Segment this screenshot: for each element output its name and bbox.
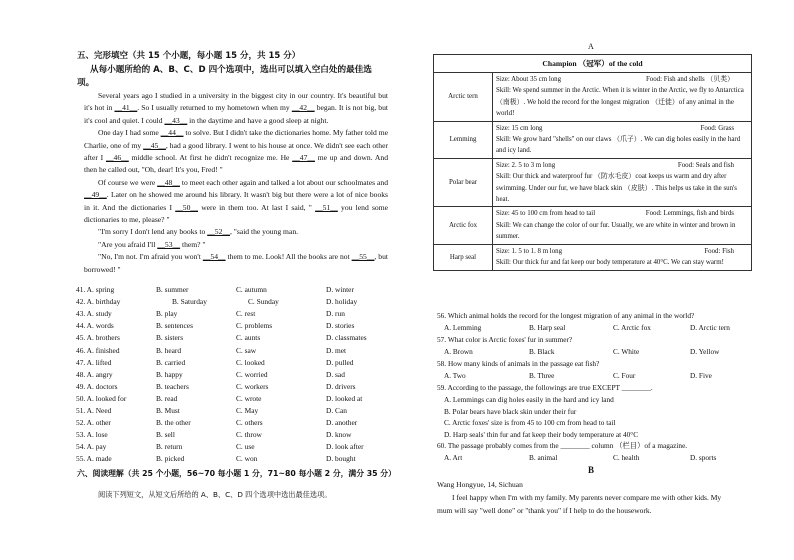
option-choice[interactable]: 43. A. study — [76, 309, 112, 319]
cloze-text: . Later on he showed me around his library. It wasn't big but there were a lot of nice books in it. And the dictionaries I — [84, 190, 388, 212]
animal-name: Arctic tern — [434, 73, 493, 122]
question-option[interactable]: D. Arctic tern — [690, 323, 730, 332]
cloze-paragraph — [84, 127, 388, 177]
table-row — [434, 73, 752, 122]
question-stem: 57. What color is Arctic foxes' fur in summer? — [437, 335, 573, 344]
option-choice[interactable]: D. looked at — [326, 393, 363, 403]
animal-food: Food: Fish — [704, 247, 734, 255]
animal-food: Food: Grass — [700, 124, 734, 132]
option-choice[interactable]: D. look after — [326, 442, 364, 452]
question-option[interactable]: B. animal — [529, 453, 558, 462]
table-title: Champion （冠军）of the cold — [434, 55, 752, 73]
animal-skill: Skill: Our thick and waterproof fur （防水毛皮）coat keeps us warm and dry after swimming. Under our fur, we have black skin （皮肤）. This helps us take in the sun's heat. — [496, 173, 737, 204]
cloze-text: "I'm sorry I don't lend any books to — [98, 227, 208, 237]
animal-info — [493, 158, 752, 207]
option-choice[interactable]: B. sisters — [156, 333, 184, 343]
section5-title: 五、完形填空（共 15 个小题，每小题 15 分，共 15 分） — [77, 51, 301, 61]
cloze-blank: __44__ — [160, 128, 184, 138]
question-stem: 59. According to the passage, the followings are true EXCEPT ________. — [437, 383, 653, 392]
cloze-text: Of course we were — [98, 177, 158, 187]
question-option[interactable]: C. Four — [613, 371, 636, 380]
animal-name: Arctic fox — [434, 207, 493, 244]
cloze-blank: __49__ — [84, 190, 107, 200]
option-choice[interactable]: B. happy — [156, 369, 183, 379]
option-choice[interactable]: B. summer — [156, 285, 189, 294]
option-row — [76, 454, 396, 466]
animal-food: Food: Seals and fish — [677, 161, 734, 169]
question-option[interactable]: A. Lemming — [444, 323, 482, 332]
cloze-text: "Are you afraid I'll — [98, 239, 158, 249]
question-option[interactable]: C. White — [613, 347, 640, 356]
cloze-paragraph — [84, 226, 388, 238]
section6-instruction: 阅读下列短文，从短文后所给的 A、B、C、D 四个选项中选出最佳选项。 — [98, 490, 332, 499]
question-option[interactable]: A. Two — [444, 371, 466, 380]
option-choice[interactable]: C. autumn — [236, 285, 267, 294]
cloze-blank: __42__ — [291, 103, 315, 113]
animal-info — [493, 207, 752, 244]
question-option[interactable]: A. Brown — [444, 347, 473, 356]
option-row — [76, 418, 396, 430]
table-row — [434, 158, 752, 207]
cloze-text: them? " — [180, 239, 206, 249]
animal-info — [493, 73, 752, 122]
option-choice[interactable]: B. read — [156, 393, 178, 403]
option-choice[interactable]: D. drivers — [326, 381, 356, 391]
option-choice[interactable]: D. run — [326, 309, 345, 319]
option-choice[interactable]: 54. A. pay — [76, 442, 107, 452]
question-option[interactable]: C. Arctic fox — [613, 323, 651, 332]
section6-title: 六、阅读理解（共 25 个小题，56~70 每小题 1 分，71~80 每小题 2 分，满分 35 分） — [77, 469, 396, 478]
option-choice[interactable]: D. met — [326, 345, 347, 355]
option-choice[interactable]: D. pulled — [326, 357, 354, 367]
option-row — [76, 430, 396, 442]
table-row — [434, 244, 752, 270]
cloze-blank: __55__ — [351, 252, 375, 262]
cloze-text: . So I usually returned to my hometown when my — [137, 103, 292, 113]
option-choice[interactable]: B. sell — [156, 430, 175, 440]
animal-info — [493, 121, 752, 158]
option-choice[interactable]: C. throw — [236, 430, 262, 440]
passage-a-label: A — [588, 42, 594, 51]
option-choice[interactable]: D. bought — [326, 454, 356, 464]
option-choice[interactable]: B. Saturday — [172, 297, 207, 307]
question-stem: 60. The passage probably comes from the ________ column （栏目）of a magazine. — [437, 441, 688, 450]
question-option[interactable]: D. sports — [690, 453, 717, 462]
option-choice[interactable]: B. the other — [156, 418, 191, 428]
option-choice[interactable]: C. worried — [236, 369, 268, 379]
cloze-text: Several years ago I studied in a university in the biggest city in our country. It's beautiful but it's hot in — [84, 91, 388, 113]
section5-instruction — [77, 64, 390, 90]
option-choice[interactable]: C. use — [236, 442, 255, 452]
question-option[interactable]: D. Five — [690, 371, 712, 380]
cloze-text: , had a good library. I went to his house at once. We didn't see each other after I — [84, 140, 388, 163]
animal-skill: Skill: Our thick fur and fat keep our body temperature at 40°C. We can stay warm! — [496, 259, 724, 267]
option-choice[interactable]: 46. A. finished — [76, 345, 120, 355]
option-choice[interactable]: C. saw — [236, 345, 257, 355]
animal-name: Harp seal — [434, 244, 493, 270]
option-row — [76, 321, 396, 333]
passage-b-line1: I feel happy when I'm with my family. My parents never compare me with other kids. My — [452, 493, 722, 502]
option-choice[interactable]: B. teachers — [156, 381, 189, 391]
option-choice[interactable]: D. classmates — [326, 333, 367, 343]
option-choice[interactable]: 52. A. other — [76, 418, 111, 428]
option-choice[interactable]: 48. A. angry — [76, 369, 113, 379]
animal-size: Size: 15 cm long — [496, 124, 543, 132]
option-choice[interactable]: C. Sunday — [248, 297, 279, 307]
passage-b-line2: mum will say "well done" or "thank you" if I help to do the housework. — [437, 506, 652, 515]
option-choice[interactable]: B. return — [156, 442, 183, 452]
animal-food: Food: Lemmings, fish and birds — [645, 210, 734, 218]
option-choice[interactable]: C. won — [236, 454, 258, 464]
question-option[interactable]: B. Polar bears have black skin under their fur — [444, 406, 577, 416]
option-row — [76, 309, 396, 321]
cloze-text: , "said the young man. — [229, 227, 299, 237]
cloze-blank: __46__ — [105, 153, 129, 163]
question-option[interactable]: D. Harp seals' thin fur and fat keep their body temperature at 40°C — [444, 430, 639, 440]
option-choice[interactable]: 51. A. Need — [76, 406, 112, 415]
option-choice[interactable]: D. stories — [326, 321, 355, 331]
cloze-passage — [84, 90, 388, 276]
cloze-text: to meet each other again and talked a lot about our schoolmates and — [179, 177, 388, 187]
cloze-text: them to me. Look! All the books are not — [225, 252, 352, 262]
question-option[interactable]: A. Lemmings can dig holes easily in the hard and icy land — [444, 395, 614, 404]
cloze-blank: __45__ — [143, 140, 166, 150]
cloze-blank: __50__ — [175, 202, 198, 212]
cloze-paragraph — [84, 177, 388, 227]
cloze-blank: __54__ — [202, 252, 226, 262]
option-choice[interactable]: C. workers — [236, 381, 269, 391]
cloze-blank: __43__ — [164, 115, 188, 125]
option-choice[interactable]: 53. A. lose — [76, 430, 108, 440]
question-stem: 56. Which animal holds the record for the longest migration of any animal in the world? — [437, 311, 695, 320]
option-choice[interactable]: B. play — [156, 309, 178, 319]
cloze-text: One day I had some — [98, 128, 161, 138]
option-choice[interactable]: B. Must — [156, 406, 180, 415]
animal-name: Polar bear — [434, 158, 493, 207]
option-choice[interactable]: B. carried — [156, 357, 186, 367]
animal-food: Food: Fish and shells （贝类） — [645, 76, 734, 83]
champion-table — [433, 54, 752, 271]
cloze-text: "No, I'm not. I'm afraid you won't — [98, 252, 203, 262]
option-choice[interactable]: C. looked — [236, 357, 265, 367]
option-choice[interactable]: B. picked — [156, 454, 185, 464]
animal-skill: Skill: We can change the color of our fur. Usually, we are white in winter and brown in summer. — [496, 221, 736, 241]
question-stem: 58. How many kinds of animals in the passage eat fish? — [437, 359, 600, 368]
option-choice[interactable]: C. rest — [236, 309, 256, 319]
option-row — [76, 285, 396, 297]
option-choice[interactable]: D. another — [326, 418, 358, 428]
animal-name: Lemming — [434, 121, 493, 158]
cloze-text: in the daytime and have a good sleep at night. — [187, 115, 329, 125]
question-option[interactable]: D. Yellow — [690, 347, 720, 356]
cloze-paragraph — [84, 90, 388, 127]
option-choice[interactable]: 50. A. looked for — [76, 393, 127, 403]
option-choice[interactable]: 49. A. doctors — [76, 381, 118, 391]
animal-info — [493, 244, 752, 270]
cloze-blank: __51__ — [315, 202, 338, 212]
option-choice[interactable]: C. May — [236, 406, 259, 415]
table-row — [434, 121, 752, 158]
cloze-text: began. It is not big, but it's cool and quiet. I could — [84, 103, 388, 125]
cloze-blank: __52__ — [207, 227, 230, 237]
cloze-text: were in them too. At last I said, " — [197, 202, 316, 212]
option-choice[interactable]: C. wrote — [236, 393, 262, 403]
option-choice[interactable]: D. know — [326, 430, 352, 440]
option-choice[interactable]: C. problems — [236, 321, 273, 331]
passage-b-author: Wang Hongyue, 14, Sichuan — [437, 480, 523, 489]
option-row — [76, 370, 396, 382]
option-choice[interactable]: D. sad — [326, 369, 345, 379]
option-choice[interactable]: D. holiday — [326, 297, 358, 307]
cloze-blank: __47__ — [292, 153, 315, 163]
question-option[interactable]: C. health — [613, 453, 640, 462]
option-row — [76, 382, 396, 394]
cloze-text: middle school. At first he didn't recognize me. He — [128, 153, 293, 163]
option-choice[interactable]: B. sentences — [156, 321, 193, 331]
question-option[interactable]: A. Art — [444, 453, 463, 462]
option-row — [76, 333, 396, 345]
option-row — [76, 346, 396, 358]
question-option[interactable]: B. Three — [529, 371, 555, 380]
animal-size: Size: 45 to 100 cm from head to tail — [496, 210, 596, 218]
option-row — [76, 442, 396, 454]
option-choice[interactable]: C. others — [236, 418, 263, 428]
animal-size: Size: 2. 5 to 3 m long — [496, 161, 556, 169]
option-row — [76, 358, 396, 370]
instruction-line1: 从每小题所给的 A、B、C、D 四个选项中，选出可以填入空白处的最佳选 — [90, 65, 372, 75]
option-row — [76, 394, 396, 406]
cloze-blank: __53__ — [157, 239, 181, 249]
animal-skill: Skill: We spend summer in the Arctic. When it is winter in the Arctic, we fly to Antarctica （南极）. We hold the record for the longest migration （迁徙）of any animal in the world! — [496, 87, 744, 118]
animal-size: Size: About 35 cm long — [496, 76, 562, 83]
cloze-text: me up and down. And then he called out, "Oh, dear! It's you, Fred! " — [84, 153, 389, 175]
passage-b-label: B — [588, 465, 595, 475]
cloze-text: you lend some dictionaries to me, please? " — [84, 202, 388, 225]
option-row — [76, 406, 396, 418]
question-option[interactable]: B. Harp seal — [529, 323, 566, 332]
question-option[interactable]: C. Arctic foxes' size is from 45 to 100 cm from head to tail — [444, 418, 616, 428]
option-choice[interactable]: 47. A. lifted — [76, 357, 112, 367]
animal-size: Size: 1. 5 to 1. 8 m long — [496, 247, 563, 255]
cloze-paragraph — [84, 239, 388, 251]
option-choice[interactable]: C. aunts — [236, 333, 261, 343]
option-row — [76, 297, 396, 309]
option-choice[interactable]: 55. A. made — [76, 454, 112, 464]
option-choice[interactable]: 42. A. birthday — [76, 297, 121, 307]
cloze-blank: __48__ — [157, 177, 180, 187]
instruction-line2: 项。 — [77, 78, 95, 88]
option-choice[interactable]: 45. A. brothers — [76, 333, 120, 343]
question-option[interactable]: B. Black — [529, 347, 555, 356]
option-choice[interactable]: B. heard — [156, 345, 182, 355]
animal-skill: Skill: We grow hard "shells" on our claws （爪子）. We can dig holes easily in the hard and icy land. — [496, 136, 741, 155]
cloze-paragraph — [84, 251, 388, 276]
table-row — [434, 207, 752, 244]
option-choice[interactable]: 44. A. words — [76, 321, 114, 331]
option-choice[interactable]: D. winter — [326, 285, 354, 294]
cloze-text: to solve. But I didn't take the dictionaries home. My father told me Charlie, one of my — [84, 128, 388, 150]
option-choice[interactable]: 41. A. spring — [76, 285, 115, 294]
cloze-text: , but borrowed! " — [84, 252, 388, 274]
cloze-blank: __41__ — [114, 103, 138, 113]
option-choice[interactable]: D. Can — [326, 406, 347, 415]
